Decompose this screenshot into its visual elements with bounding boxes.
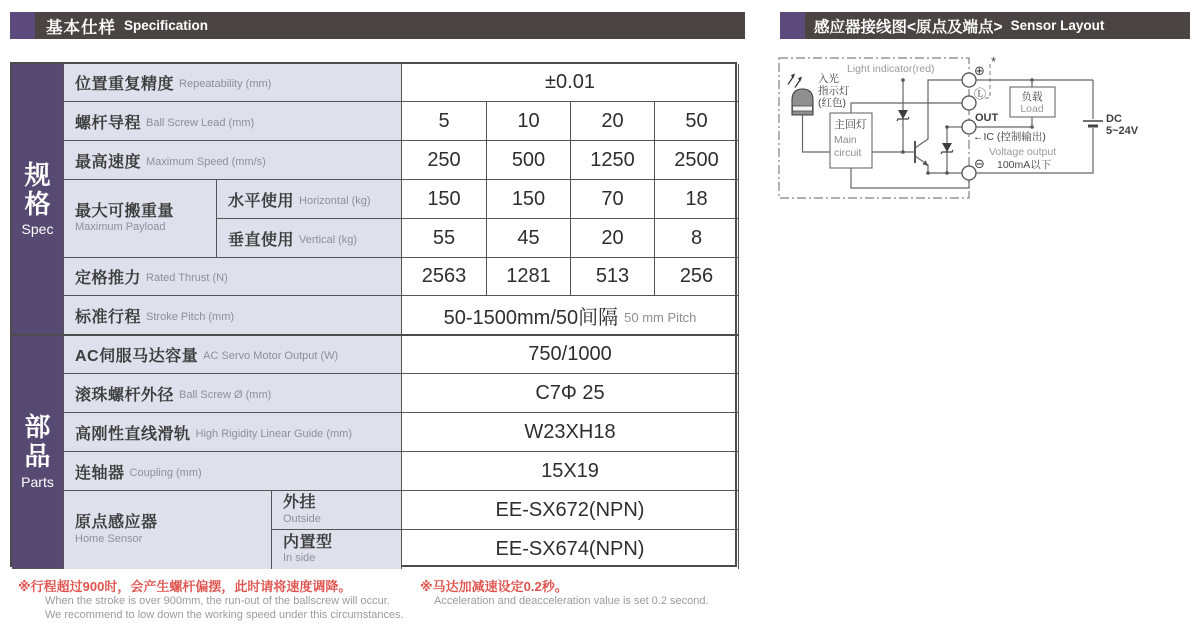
- label-zh: 高刚性直线滑轨: [75, 425, 191, 443]
- value-lead-2: 10: [487, 102, 571, 141]
- sublabel-vertical: [217, 219, 402, 258]
- label-zh: 螺杆导程: [75, 114, 142, 132]
- label-en: Coupling (mm): [129, 466, 202, 479]
- label-en: Ball Screw Lead (mm): [146, 116, 255, 129]
- row-label-ballscrew: [64, 374, 402, 413]
- value-vertical-3: 20: [571, 219, 655, 258]
- value-servo: 750/1000: [402, 335, 739, 374]
- light-label-zh3: (红色): [818, 97, 846, 109]
- value-thrust-3: 513: [571, 258, 655, 296]
- light-label-zh2: 指示灯: [818, 85, 850, 97]
- main-circuit-en2: circuit: [834, 147, 862, 159]
- label-zh: 滚珠螺杆外径: [75, 386, 175, 404]
- footnote-accel-zh: ※马达加减速设定0.2秒。: [420, 579, 568, 594]
- row-label-stroke: [64, 296, 402, 335]
- value-thrust-4: 256: [655, 258, 739, 296]
- value-lead-4: 50: [655, 102, 739, 141]
- row-label-coupling: [64, 452, 402, 491]
- transistor-icon: [915, 141, 928, 166]
- value-sensor-inside: EE-SX674(NPN): [402, 530, 739, 569]
- value-stroke-main: 50-1500mm/50间隔: [443, 306, 619, 329]
- ic-output-label: ←IC (控制输出): [973, 131, 1046, 143]
- specification-header-bar: [10, 12, 745, 39]
- value-vertical-4: 8: [655, 219, 739, 258]
- label-zh: 最大可搬重量: [75, 202, 175, 220]
- footnote-accel-en: Acceleration and deacceleration value is set 0.2 second.: [434, 595, 709, 607]
- value-vertical-2: 45: [487, 219, 571, 258]
- value-stroke: [402, 296, 739, 335]
- label-en: Repeatability (mm): [179, 78, 272, 90]
- label-en: Maximum Speed (mm/s): [146, 155, 266, 168]
- label-zh: 原点感应器: [75, 514, 158, 532]
- row-label-thrust: [64, 258, 402, 296]
- out-terminal-label: OUT: [975, 112, 999, 124]
- footnote-stroke-zh: ※行程超过900时，会产生螺杆偏摆，此时请将速度调降。: [18, 579, 352, 594]
- value-repeatability: ±0.01: [402, 64, 739, 102]
- load-zh: 负载: [1021, 91, 1043, 103]
- zener-diode-icon: [941, 143, 953, 154]
- label-en: Horizontal (kg): [299, 194, 371, 207]
- value-thrust-2: 1281: [487, 258, 571, 296]
- value-speed-4: 2500: [655, 141, 739, 180]
- row-label-payload: [64, 180, 217, 258]
- label-en: Stroke Pitch (mm): [146, 310, 235, 323]
- zener-diode-icon: [897, 110, 909, 121]
- terminal-star: *: [991, 54, 997, 69]
- specification-title-zh: 基本仕样: [46, 18, 116, 37]
- value-horizontal-3: 70: [571, 180, 655, 219]
- label-en: Rated Thrust (N): [146, 272, 228, 284]
- voltage-output-label: Voltage output: [989, 146, 1057, 158]
- value-speed-3: 1250: [571, 141, 655, 180]
- light-indicator-label: Light indicator(red): [847, 63, 935, 75]
- row-label-speed: [64, 141, 402, 180]
- value-stroke-note: 50 mm Pitch: [624, 309, 697, 325]
- sublabel-horizontal: [217, 180, 402, 219]
- terminal-minus-symbol: ⊖: [974, 156, 985, 171]
- battery-icon: [1083, 121, 1103, 126]
- specification-table: [10, 62, 737, 567]
- value-lead-1: 5: [402, 102, 487, 141]
- section-parts-en: Parts: [21, 473, 54, 490]
- row-label-guide: [64, 413, 402, 452]
- sublabel-outside: [272, 491, 402, 530]
- label-en: Ball Screw Ø (mm): [179, 388, 272, 401]
- sensor-layout-title-zh: 感应器接线图<原点及端点>: [814, 18, 1003, 36]
- value-coupling: 15X19: [402, 452, 739, 491]
- sensor-wiring-diagram: [775, 48, 1195, 208]
- sensor-layout-title-en: Sensor Layout: [1010, 18, 1105, 33]
- label-zh: 垂直使用: [228, 231, 295, 249]
- dc-voltage-label: 5~24V: [1106, 125, 1139, 137]
- sensor-layout-header-bar: [780, 12, 1190, 39]
- terminal-plus-symbol: ⊕: [974, 63, 985, 78]
- label-zh: 定格推力: [75, 270, 142, 287]
- sensor-body-outline: [779, 58, 969, 198]
- footnote-stroke-en1: When the stroke is over 900mm, the run-out of the ballscrew will occur.: [45, 595, 390, 607]
- main-circuit-zh: 主回灯: [834, 119, 867, 131]
- section-spec-char1: 规: [24, 159, 51, 190]
- label-zh: 位置重复精度: [75, 76, 175, 93]
- label-en: Home Sensor: [75, 532, 143, 545]
- row-label-servo: [64, 335, 402, 374]
- footnote-stroke-en2: We recommend to low down the working speed under this circumstances.: [45, 609, 404, 621]
- section-parts-char1: 部: [24, 412, 51, 443]
- label-en: High Rigidity Linear Guide (mm): [195, 427, 353, 440]
- dc-label: DC: [1106, 113, 1122, 125]
- current-limit-label: 100mA以下: [997, 159, 1052, 171]
- label-en: Maximum Payload: [75, 221, 166, 234]
- value-ballscrew: C7Φ 25: [402, 374, 739, 413]
- specification-title-en: Specification: [124, 18, 209, 33]
- label-en: In side: [283, 552, 316, 565]
- row-label-home-sensor: [64, 491, 272, 569]
- section-spec-en: Spec: [21, 221, 54, 238]
- section-parts: [12, 335, 64, 569]
- label-zh: AC伺服马达容量: [75, 347, 199, 365]
- purple-accent-square: [10, 12, 35, 39]
- value-guide: W23XH18: [402, 413, 739, 452]
- label-zh: 水平使用: [228, 192, 295, 210]
- value-speed-1: 250: [402, 141, 487, 180]
- main-circuit-en1: Main: [834, 134, 857, 146]
- label-en: Outside: [283, 512, 321, 525]
- light-label-zh1: 入光: [818, 73, 839, 85]
- label-zh: 内置型: [283, 533, 333, 551]
- label-zh: 标准行程: [75, 308, 142, 326]
- terminal-l-symbol: Ⓛ: [974, 87, 987, 101]
- sublabel-inside: [272, 530, 402, 569]
- label-en: AC Servo Motor Output (W): [203, 349, 339, 362]
- value-speed-2: 500: [487, 141, 571, 180]
- led-indicator-icon: [788, 74, 813, 116]
- row-label-lead: [64, 102, 402, 141]
- section-parts-char2: 品: [24, 441, 51, 471]
- value-horizontal-1: 150: [402, 180, 487, 219]
- value-vertical-1: 55: [402, 219, 487, 258]
- value-thrust-1: 2563: [402, 258, 487, 296]
- section-divider: [12, 334, 739, 336]
- value-horizontal-2: 150: [487, 180, 571, 219]
- load-en: Load: [1020, 103, 1044, 115]
- label-zh: 连轴器: [75, 464, 125, 482]
- value-lead-3: 20: [571, 102, 655, 141]
- purple-accent-square: [780, 12, 805, 39]
- section-spec: [12, 64, 64, 335]
- value-sensor-outside: EE-SX672(NPN): [402, 491, 739, 530]
- label-en: Vertical (kg): [299, 233, 358, 246]
- value-horizontal-4: 18: [655, 180, 739, 219]
- label-zh: 外挂: [283, 494, 317, 512]
- section-spec-char2: 格: [24, 188, 51, 219]
- row-label-repeatability: [64, 64, 402, 102]
- label-zh: 最高速度: [75, 153, 142, 171]
